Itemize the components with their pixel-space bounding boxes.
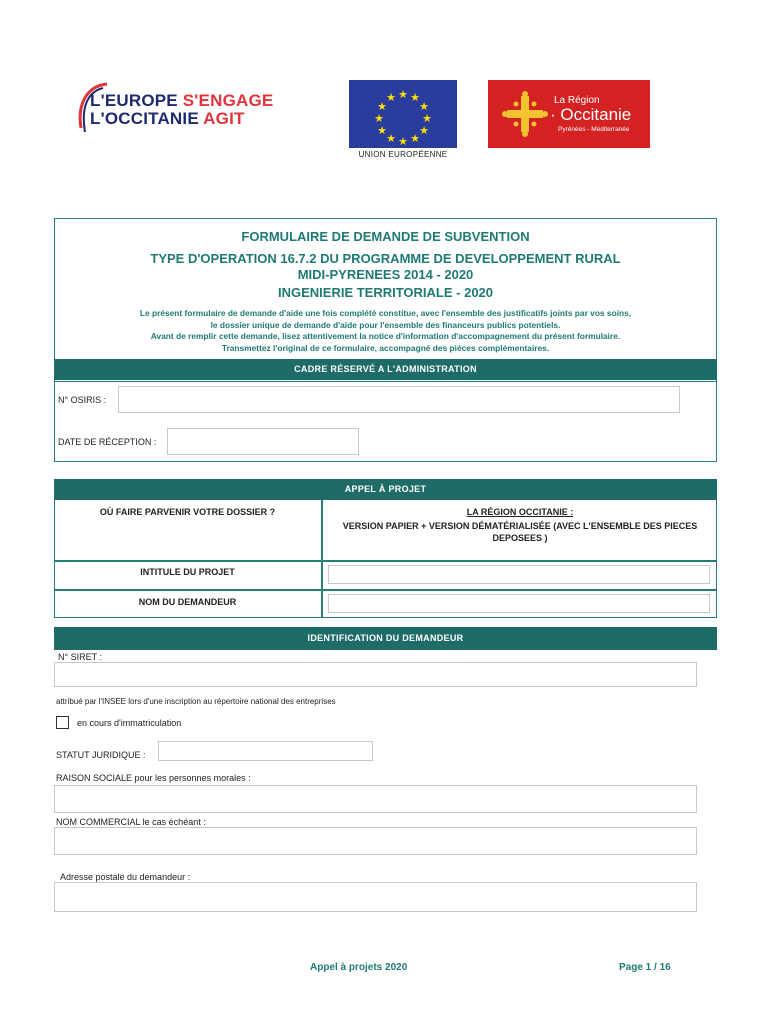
europe-line-2: L'OCCITANIE AGIT bbox=[90, 109, 245, 128]
title-line-2: TYPE D'OPERATION 16.7.2 DU PROGRAMME DE DEVELOPPEMENT RURAL bbox=[150, 251, 621, 266]
title-line-4: INGENIERIE TERRITORIALE - 2020 bbox=[277, 285, 494, 300]
statut-label: STATUT JURIDIQUE : bbox=[56, 750, 146, 760]
europe-occitanie-logo bbox=[73, 78, 328, 142]
title-line-1: FORMULAIRE DE DEMANDE DE SUBVENTION bbox=[241, 229, 530, 244]
commercial-field[interactable] bbox=[54, 827, 697, 855]
svg-text:★: ★ bbox=[374, 112, 384, 125]
intro-text: Le présent formulaire de demande d'aide une fois complété constitue, avec l'ensemble des justificatifs joints par vos soins, le dossier unique de demande d'aide pour l'ensemble des financeurs publics potentiels. Avant de remplir cette demande, lisez attentivement la notice d'information d'accompagnement du présent formulaire. Transmettez l'original de ce formulaire, accompagné des pièces complémentaires. bbox=[139, 308, 632, 353]
commercial-label: NOM COMMERCIAL le cas échéant : bbox=[56, 817, 206, 827]
intitule-field[interactable] bbox=[328, 565, 710, 584]
osiris-label: N° OSIRIS : bbox=[58, 395, 107, 405]
immat-label: en cours d'immatriculation bbox=[77, 718, 182, 728]
footer-page-number: Page 1 / 16 bbox=[619, 962, 671, 973]
svg-text:★: ★ bbox=[419, 124, 429, 137]
eu-flag-logo bbox=[349, 80, 457, 148]
siret-note: attribué par l'INSEE lors d'une inscription au répertoire national des entreprises bbox=[56, 697, 336, 706]
where-title: LA RÉGION OCCITANIE : bbox=[466, 507, 574, 517]
adresse-field[interactable] bbox=[54, 882, 697, 912]
svg-text:★: ★ bbox=[410, 91, 420, 104]
siret-label: N° SIRET : bbox=[58, 652, 102, 662]
svg-text:★: ★ bbox=[377, 100, 387, 113]
identification-bar: IDENTIFICATION DU DEMANDEUR bbox=[54, 627, 717, 650]
europe-line-1: L'EUROPE S'ENGAGE bbox=[90, 91, 274, 110]
appel-divider-v bbox=[321, 500, 323, 618]
raison-field[interactable] bbox=[54, 785, 697, 813]
eu-caption: UNION EUROPÉENNE bbox=[358, 150, 448, 159]
admin-bar: CADRE RÉSERVÉ A L'ADMINISTRATION bbox=[54, 359, 717, 380]
svg-text:★: ★ bbox=[398, 135, 408, 148]
occitan-cross-icon bbox=[502, 90, 548, 138]
appel-divider-h2 bbox=[54, 589, 717, 591]
statut-field[interactable] bbox=[158, 741, 373, 761]
svg-text:★: ★ bbox=[398, 88, 408, 101]
region-name-text: · Occitanie bbox=[550, 105, 632, 124]
svg-text:★: ★ bbox=[386, 91, 396, 104]
where-label: OÙ FAIRE PARVENIR VOTRE DOSSIER ? bbox=[99, 507, 276, 517]
reception-label: DATE DE RÉCEPTION : bbox=[58, 437, 157, 447]
appel-divider-h1 bbox=[54, 560, 717, 562]
svg-text:★: ★ bbox=[386, 132, 396, 145]
region-sub-text: Pyrénées - Méditerranée bbox=[558, 126, 630, 133]
title-line-3: MIDI-PYRENEES 2014 - 2020 bbox=[297, 267, 474, 282]
adresse-label: Adresse postale du demandeur : bbox=[60, 872, 191, 882]
siret-field[interactable] bbox=[54, 662, 697, 687]
footer-left: Appel à projets 2020 bbox=[310, 962, 408, 973]
svg-text:★: ★ bbox=[410, 132, 420, 145]
demandeur-label: NOM DU DEMANDEUR bbox=[138, 597, 237, 607]
raison-label: RAISON SOCIALE pour les personnes morales : bbox=[56, 773, 251, 783]
appel-bar: APPEL À PROJET bbox=[54, 479, 717, 500]
where-text: VERSION PAPIER + VERSION DÉMATÉRIALISÉE (AVEC L'ENSEMBLE DES PIECES DEPOSEES ) bbox=[342, 521, 698, 543]
svg-text:★: ★ bbox=[377, 124, 387, 137]
demandeur-field[interactable] bbox=[328, 594, 710, 613]
region-top-text: La Région bbox=[554, 95, 600, 106]
svg-text:★: ★ bbox=[422, 112, 432, 125]
osiris-field[interactable] bbox=[118, 386, 680, 413]
region-occitanie-logo bbox=[488, 80, 650, 148]
immat-checkbox[interactable] bbox=[56, 716, 69, 729]
reception-field[interactable] bbox=[167, 428, 359, 455]
intitule-label: INTITULE DU PROJET bbox=[140, 567, 235, 577]
svg-text:★: ★ bbox=[419, 100, 429, 113]
eu-stars-icon bbox=[349, 80, 457, 148]
